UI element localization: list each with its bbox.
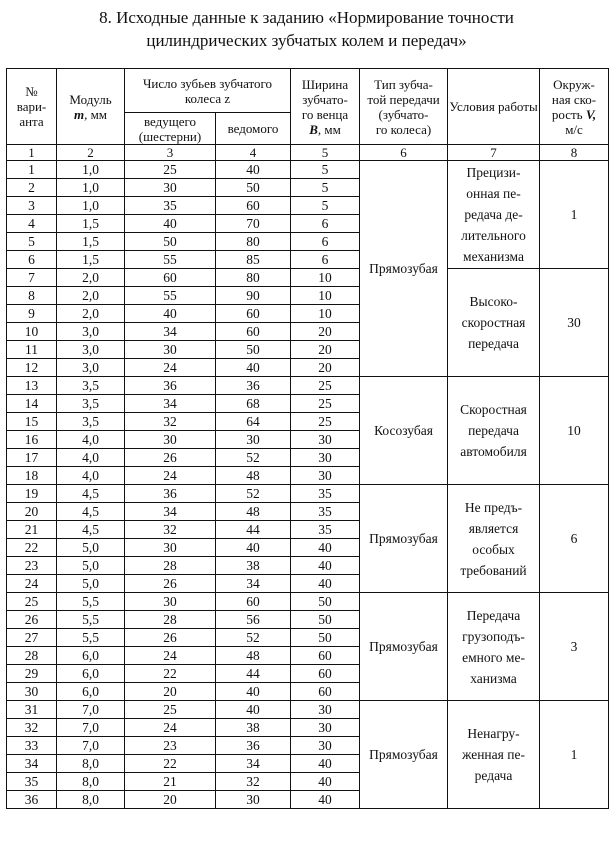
header-teeth-line-1: Число зубьев зубчатого <box>142 75 273 91</box>
teeth-driven-cell: 44 <box>216 665 291 683</box>
module-cell: 4,0 <box>57 431 125 449</box>
variant-cell: 21 <box>7 521 57 539</box>
module-cell: 3,5 <box>57 377 125 395</box>
teeth-driven-cell: 40 <box>216 161 291 179</box>
header-variant <box>7 69 57 145</box>
module-cell: 7,0 <box>57 701 125 719</box>
teeth-driven-cell: 40 <box>216 359 291 377</box>
width-cell: 30 <box>291 449 360 467</box>
table-row <box>7 593 609 611</box>
module-cell: 1,0 <box>57 197 125 215</box>
teeth-driving-cell: 30 <box>125 341 216 359</box>
teeth-driving-cell: 22 <box>125 755 216 773</box>
teeth-driving-cell: 34 <box>125 503 216 521</box>
column-number: 3 <box>125 145 216 161</box>
teeth-driven-cell: 60 <box>216 197 291 215</box>
conditions-line: онная пе- <box>466 186 521 201</box>
conditions-line: автомобиля <box>460 444 527 459</box>
width-cell: 60 <box>291 647 360 665</box>
teeth-driving-cell: 60 <box>125 269 216 287</box>
variant-cell: 27 <box>7 629 57 647</box>
module-cell: 4,5 <box>57 485 125 503</box>
conditions-line: женная пе- <box>462 747 525 762</box>
gear-type-label: Косозубая <box>374 423 433 438</box>
teeth-driven-cell: 52 <box>216 449 291 467</box>
variant-cell: 6 <box>7 251 57 269</box>
width-cell: 30 <box>291 737 360 755</box>
teeth-driven-cell: 40 <box>216 539 291 557</box>
teeth-driving-cell: 26 <box>125 449 216 467</box>
teeth-driving-cell: 40 <box>125 305 216 323</box>
variant-cell: 30 <box>7 683 57 701</box>
conditions-line: Не предъ- <box>464 499 523 515</box>
width-cell: 30 <box>291 431 360 449</box>
conditions-line: скоростная <box>461 315 526 330</box>
module-cell: 2,0 <box>57 305 125 323</box>
teeth-driven-cell: 40 <box>216 683 291 701</box>
teeth-driving-cell: 23 <box>125 737 216 755</box>
variant-cell: 28 <box>7 647 57 665</box>
width-cell: 25 <box>291 413 360 431</box>
conditions-line: лительного <box>461 228 526 243</box>
header-module <box>57 69 125 145</box>
module-cell: 8,0 <box>57 755 125 773</box>
module-cell: 4,5 <box>57 521 125 539</box>
teeth-driven-cell: 80 <box>216 233 291 251</box>
teeth-driving-cell: 24 <box>125 647 216 665</box>
teeth-driving-cell: 24 <box>125 467 216 485</box>
teeth-driving-cell: 55 <box>125 287 216 305</box>
gear-type-cell <box>360 485 448 593</box>
gear-type-cell <box>360 161 448 377</box>
teeth-driven-cell: 38 <box>216 557 291 575</box>
variant-cell: 23 <box>7 557 57 575</box>
teeth-driving-cell: 26 <box>125 575 216 593</box>
teeth-driving-cell: 32 <box>125 413 216 431</box>
speed-cell: 30 <box>540 269 609 377</box>
width-cell: 10 <box>291 269 360 287</box>
conditions-line: является <box>468 520 519 536</box>
width-cell: 25 <box>291 377 360 395</box>
page-title <box>0 6 613 52</box>
variant-cell: 8 <box>7 287 57 305</box>
module-cell: 6,0 <box>57 665 125 683</box>
header-module-unit: , мм <box>84 106 108 122</box>
header-driven-label: ведомого <box>227 121 279 136</box>
teeth-driven-cell: 60 <box>216 323 291 341</box>
teeth-driven-cell: 32 <box>216 773 291 791</box>
speed-cell: 10 <box>540 377 609 485</box>
variant-cell: 19 <box>7 485 57 503</box>
width-cell: 50 <box>291 629 360 647</box>
teeth-driven-cell: 52 <box>216 629 291 647</box>
module-cell: 5,0 <box>57 575 125 593</box>
variant-cell: 14 <box>7 395 57 413</box>
variant-cell: 10 <box>7 323 57 341</box>
column-number: 7 <box>448 145 540 161</box>
width-cell: 50 <box>291 611 360 629</box>
module-cell: 1,5 <box>57 251 125 269</box>
table-row <box>7 701 609 719</box>
conditions-line: грузоподъ- <box>462 628 525 644</box>
teeth-driving-cell: 55 <box>125 251 216 269</box>
width-cell: 5 <box>291 179 360 197</box>
header-width-unit-line <box>291 122 359 137</box>
module-cell: 5,0 <box>57 557 125 575</box>
module-cell: 5,5 <box>57 611 125 629</box>
conditions-line: Высоко- <box>469 294 518 309</box>
teeth-driven-cell: 70 <box>216 215 291 233</box>
variant-cell: 1 <box>7 161 57 179</box>
gear-type-label: Прямозубая <box>369 261 438 276</box>
header-teeth-group <box>125 69 291 113</box>
header-driving-line-1: ведущего <box>143 113 197 129</box>
teeth-driven-cell: 36 <box>216 377 291 395</box>
table-body <box>7 161 609 809</box>
teeth-driven-cell: 64 <box>216 413 291 431</box>
variant-cell: 4 <box>7 215 57 233</box>
width-cell: 30 <box>291 701 360 719</box>
width-cell: 20 <box>291 323 360 341</box>
header-teeth-driven <box>216 113 291 145</box>
module-cell: 6,0 <box>57 647 125 665</box>
variant-cell: 29 <box>7 665 57 683</box>
module-cell: 3,0 <box>57 359 125 377</box>
conditions-line: Передача <box>466 607 521 623</box>
width-cell: 5 <box>291 197 360 215</box>
column-number: 5 <box>291 145 360 161</box>
variant-cell: 5 <box>7 233 57 251</box>
header-width-symbol: B <box>309 121 318 137</box>
variant-cell: 15 <box>7 413 57 431</box>
variant-cell: 16 <box>7 431 57 449</box>
width-cell: 20 <box>291 341 360 359</box>
speed-cell: 1 <box>540 161 609 269</box>
teeth-driven-cell: 34 <box>216 755 291 773</box>
conditions-line: особых <box>472 541 515 557</box>
header-speed-line-3 <box>540 107 608 122</box>
teeth-driven-cell: 48 <box>216 503 291 521</box>
teeth-driven-cell: 36 <box>216 737 291 755</box>
variant-cell: 26 <box>7 611 57 629</box>
header-width-unit: , мм <box>317 121 341 137</box>
teeth-driving-cell: 26 <box>125 629 216 647</box>
conditions-line: ханизма <box>470 670 517 686</box>
variant-cell: 31 <box>7 701 57 719</box>
header-variant-line-2: вари- <box>16 99 47 114</box>
variant-cell: 35 <box>7 773 57 791</box>
width-cell: 40 <box>291 539 360 557</box>
teeth-driving-cell: 25 <box>125 701 216 719</box>
teeth-driven-cell: 56 <box>216 611 291 629</box>
module-cell: 8,0 <box>57 791 125 809</box>
teeth-driving-cell: 34 <box>125 323 216 341</box>
variant-cell: 25 <box>7 593 57 611</box>
conditions-cell <box>448 161 540 269</box>
module-cell: 1,0 <box>57 161 125 179</box>
module-cell: 6,0 <box>57 683 125 701</box>
header-gear-type-line-2: той передачи (зубчато- <box>367 91 440 122</box>
module-cell: 1,5 <box>57 233 125 251</box>
header-width-line-1: Ширина <box>301 76 349 92</box>
width-cell: 40 <box>291 575 360 593</box>
speed-cell: 6 <box>540 485 609 593</box>
conditions-line: Ненагру- <box>467 726 520 741</box>
conditions-cell <box>448 701 540 809</box>
teeth-driving-cell: 36 <box>125 377 216 395</box>
conditions-line: Прецизи- <box>466 165 521 180</box>
teeth-driving-cell: 34 <box>125 395 216 413</box>
header-conditions <box>448 69 540 145</box>
width-cell: 10 <box>291 305 360 323</box>
module-cell: 3,5 <box>57 413 125 431</box>
table-row <box>7 377 609 395</box>
conditions-line: требований <box>460 562 527 578</box>
header-driving-line-2: (шестерни) <box>138 128 202 144</box>
width-cell: 40 <box>291 773 360 791</box>
header-speed <box>540 69 609 145</box>
teeth-driven-cell: 44 <box>216 521 291 539</box>
module-cell: 1,5 <box>57 215 125 233</box>
teeth-driven-cell: 60 <box>216 593 291 611</box>
width-cell: 40 <box>291 557 360 575</box>
header-gear-type-line-3: го колеса) <box>375 121 432 137</box>
module-cell: 7,0 <box>57 719 125 737</box>
conditions-line: редача де- <box>464 207 523 222</box>
teeth-driven-cell: 38 <box>216 719 291 737</box>
width-cell: 50 <box>291 593 360 611</box>
conditions-line: Скоростная <box>460 402 527 417</box>
teeth-driving-cell: 30 <box>125 431 216 449</box>
teeth-driven-cell: 52 <box>216 485 291 503</box>
width-cell: 6 <box>291 251 360 269</box>
header-conditions-label: Условия работы <box>449 99 538 114</box>
teeth-driving-cell: 36 <box>125 485 216 503</box>
column-number: 1 <box>7 145 57 161</box>
header-width-line-2: зубчато- <box>302 91 348 107</box>
teeth-driven-cell: 30 <box>216 791 291 809</box>
speed-cell: 3 <box>540 593 609 701</box>
teeth-driving-cell: 35 <box>125 197 216 215</box>
module-cell: 5,5 <box>57 593 125 611</box>
module-cell: 4,0 <box>57 449 125 467</box>
header-variant-line-3: анта <box>19 114 44 129</box>
header-gear-type-line-1: Тип зубча- <box>374 76 433 92</box>
header-variant-line-1: № <box>25 84 38 99</box>
column-number: 6 <box>360 145 448 161</box>
teeth-driving-cell: 50 <box>125 233 216 251</box>
teeth-driven-cell: 48 <box>216 467 291 485</box>
width-cell: 10 <box>291 287 360 305</box>
module-cell: 8,0 <box>57 773 125 791</box>
variant-cell: 22 <box>7 539 57 557</box>
teeth-driving-cell: 20 <box>125 683 216 701</box>
table-row <box>7 161 609 179</box>
header-teeth-line-2: колеса z <box>184 90 231 106</box>
teeth-driving-cell: 28 <box>125 557 216 575</box>
width-cell: 60 <box>291 683 360 701</box>
module-cell: 2,0 <box>57 269 125 287</box>
variant-cell: 13 <box>7 377 57 395</box>
variant-cell: 20 <box>7 503 57 521</box>
teeth-driven-cell: 85 <box>216 251 291 269</box>
teeth-driven-cell: 48 <box>216 647 291 665</box>
column-number: 8 <box>540 145 609 161</box>
width-cell: 30 <box>291 719 360 737</box>
header-width-line-3: го венца <box>301 106 349 122</box>
variant-cell: 36 <box>7 791 57 809</box>
header-speed-line-2: ная ско- <box>551 91 597 107</box>
module-cell: 3,5 <box>57 395 125 413</box>
teeth-driven-cell: 40 <box>216 701 291 719</box>
width-cell: 35 <box>291 521 360 539</box>
teeth-driving-cell: 20 <box>125 791 216 809</box>
variant-cell: 7 <box>7 269 57 287</box>
teeth-driven-cell: 50 <box>216 179 291 197</box>
conditions-cell <box>448 485 540 593</box>
width-cell: 35 <box>291 485 360 503</box>
width-cell: 60 <box>291 665 360 683</box>
header-speed-line-1: Окруж- <box>553 76 595 92</box>
conditions-line: передача <box>468 336 519 351</box>
header-module-unit-line <box>57 107 124 122</box>
module-cell: 1,0 <box>57 179 125 197</box>
column-number-row <box>7 145 609 161</box>
header-speed-unit: м/с <box>565 121 583 137</box>
width-cell: 6 <box>291 233 360 251</box>
header-gear-type <box>360 69 448 145</box>
teeth-driving-cell: 24 <box>125 719 216 737</box>
variant-cell: 32 <box>7 719 57 737</box>
module-cell: 2,0 <box>57 287 125 305</box>
teeth-driven-cell: 90 <box>216 287 291 305</box>
conditions-line: емного ме- <box>462 649 525 665</box>
table-row <box>7 269 609 287</box>
title-line-1: 8. Исходные данные к заданию «Нормирование точности <box>99 8 514 27</box>
teeth-driven-cell: 60 <box>216 305 291 323</box>
width-cell: 40 <box>291 791 360 809</box>
teeth-driven-cell: 68 <box>216 395 291 413</box>
teeth-driven-cell: 50 <box>216 341 291 359</box>
conditions-line: механизма <box>463 249 524 264</box>
conditions-line: редача <box>474 768 513 783</box>
variant-cell: 34 <box>7 755 57 773</box>
variant-cell: 24 <box>7 575 57 593</box>
variant-cell: 3 <box>7 197 57 215</box>
data-table <box>6 68 609 809</box>
gear-type-cell <box>360 377 448 485</box>
conditions-cell <box>448 377 540 485</box>
gear-type-label: Прямозубая <box>369 639 438 654</box>
teeth-driving-cell: 30 <box>125 179 216 197</box>
header-module-symbol: m <box>73 106 85 122</box>
teeth-driven-cell: 34 <box>216 575 291 593</box>
teeth-driving-cell: 40 <box>125 215 216 233</box>
module-cell: 5,0 <box>57 539 125 557</box>
header-module-label: Модуль <box>69 91 112 107</box>
variant-cell: 18 <box>7 467 57 485</box>
teeth-driving-cell: 22 <box>125 665 216 683</box>
header-speed-symbol: V, <box>585 106 597 122</box>
width-cell: 25 <box>291 395 360 413</box>
header-teeth-driving <box>125 113 216 145</box>
header-width <box>291 69 360 145</box>
variant-cell: 9 <box>7 305 57 323</box>
teeth-driving-cell: 32 <box>125 521 216 539</box>
gear-type-label: Прямозубая <box>369 531 438 546</box>
width-cell: 20 <box>291 359 360 377</box>
module-cell: 3,0 <box>57 341 125 359</box>
gear-type-label: Прямозубая <box>369 747 438 762</box>
teeth-driving-cell: 21 <box>125 773 216 791</box>
conditions-cell <box>448 593 540 701</box>
gear-type-cell <box>360 593 448 701</box>
module-cell: 7,0 <box>57 737 125 755</box>
width-cell: 30 <box>291 467 360 485</box>
teeth-driving-cell: 30 <box>125 539 216 557</box>
teeth-driven-cell: 30 <box>216 431 291 449</box>
gear-type-cell <box>360 701 448 809</box>
conditions-line: передача <box>468 423 519 438</box>
conditions-cell <box>448 269 540 377</box>
module-cell: 4,0 <box>57 467 125 485</box>
module-cell: 5,5 <box>57 629 125 647</box>
teeth-driving-cell: 28 <box>125 611 216 629</box>
table-header <box>7 69 609 161</box>
variant-cell: 2 <box>7 179 57 197</box>
variant-cell: 33 <box>7 737 57 755</box>
column-number: 2 <box>57 145 125 161</box>
column-number: 4 <box>216 145 291 161</box>
width-cell: 5 <box>291 161 360 179</box>
width-cell: 35 <box>291 503 360 521</box>
header-speed-word: рость <box>551 106 583 122</box>
width-cell: 40 <box>291 755 360 773</box>
teeth-driven-cell: 80 <box>216 269 291 287</box>
module-cell: 4,5 <box>57 503 125 521</box>
variant-cell: 12 <box>7 359 57 377</box>
width-cell: 6 <box>291 215 360 233</box>
module-cell: 3,0 <box>57 323 125 341</box>
teeth-driving-cell: 30 <box>125 593 216 611</box>
variant-cell: 17 <box>7 449 57 467</box>
teeth-driving-cell: 25 <box>125 161 216 179</box>
teeth-driving-cell: 24 <box>125 359 216 377</box>
table-row <box>7 485 609 503</box>
speed-cell: 1 <box>540 701 609 809</box>
variant-cell: 11 <box>7 341 57 359</box>
title-line-2: цилиндрических зубчатых колем и передач» <box>146 31 467 50</box>
